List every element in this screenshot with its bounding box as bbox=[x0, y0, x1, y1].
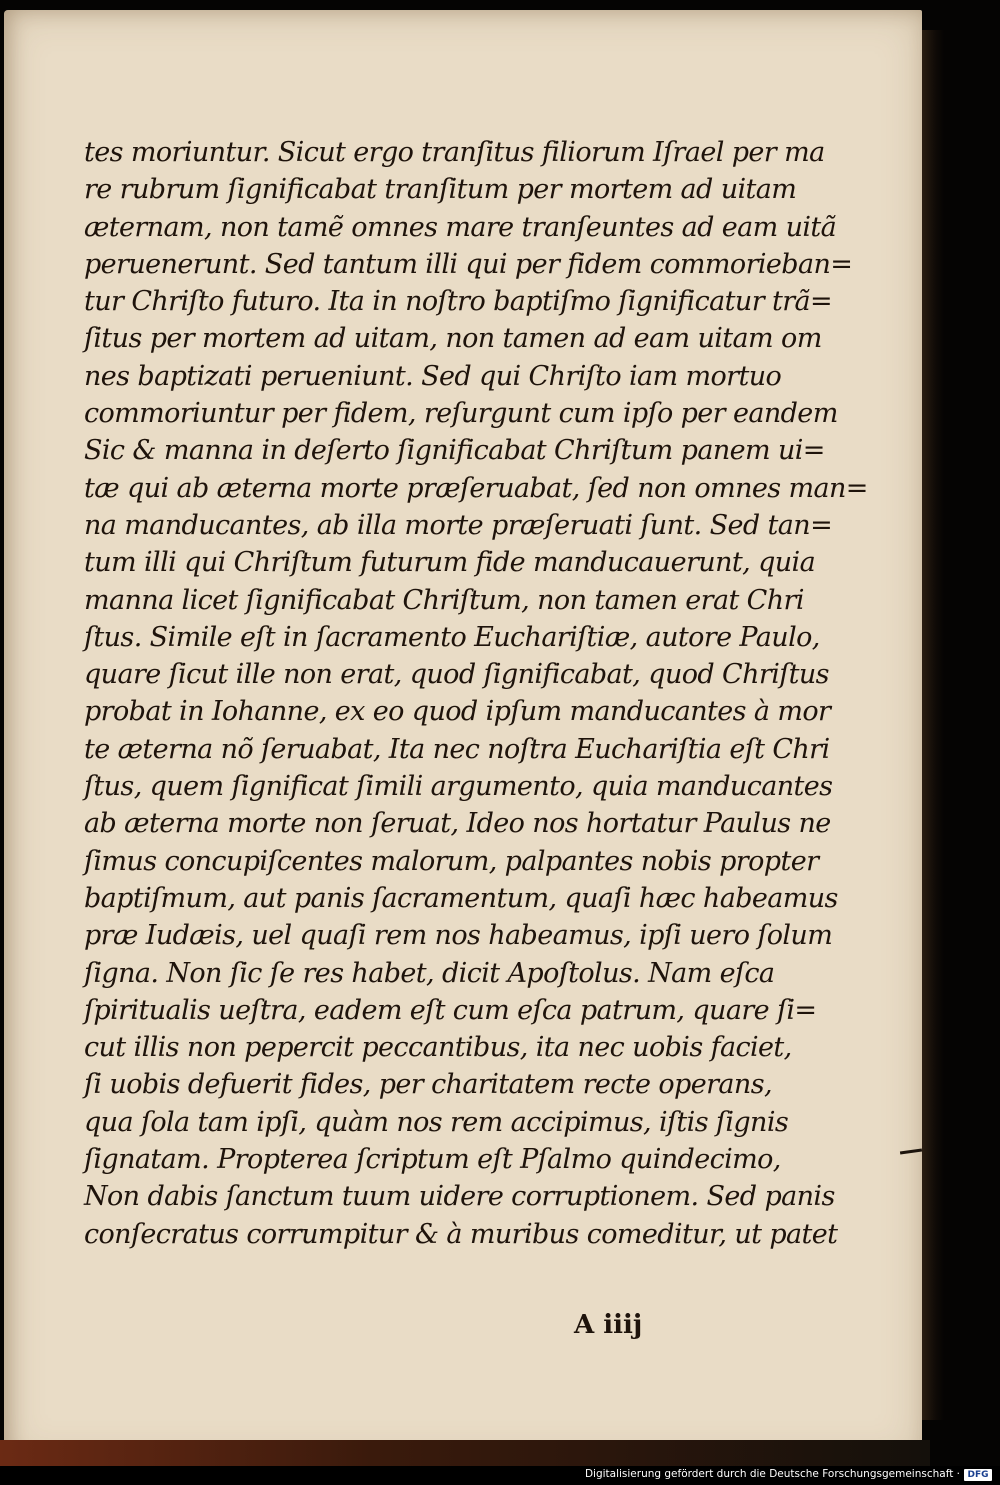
text-line: quare ſicut ille non erat, quod ſignificabat, quod Chriſtus bbox=[84, 659, 829, 691]
text-line: re rubrum ſignificabat tranſitum per mortem ad uitam bbox=[84, 174, 797, 206]
text-line: tes moriuntur. Sicut ergo tranſitus filiorum Iſrael per ma bbox=[84, 137, 825, 168]
text-line: ſi uobis defuerit fides, per charitatem recte operans, bbox=[84, 1069, 772, 1101]
text-line: tæ qui ab æterna morte præſeruabat, ſed non omnes man= bbox=[84, 472, 868, 504]
text-line: ſitus per mortem ad uitam, non tamen ad eam uitam om bbox=[84, 323, 822, 355]
text-line: præ Iudæis, uel quaſi rem nos habeamus, ipſi uero ſolum bbox=[84, 920, 833, 952]
text-line: ſigna. Non ſic ſe res habet, dicit Apoſtolus. Nam eſca bbox=[84, 957, 775, 989]
text-line: Non dabis ſanctum tuum uidere corruptionem. Sed panis bbox=[84, 1181, 835, 1213]
text-line: tur Chriſto futuro. Ita in noſtro baptiſmo ſignificatur trã= bbox=[84, 286, 833, 318]
text-line: na manducantes, ab illa morte præſeruati ſunt. Sed tan= bbox=[84, 509, 833, 541]
page-edge-shadow bbox=[922, 30, 944, 1420]
text-line: probat in Iohanne, ex eo quod ipſum manducantes à mor bbox=[84, 696, 831, 728]
text-line: te æterna nõ ſeruabat, Ita nec noſtra Euchariſtia eſt Chri bbox=[84, 733, 830, 765]
text-line: commoriuntur per fidem, reſurgunt cum ipſo per eandem bbox=[84, 398, 838, 430]
text-line: peruenerunt. Sed tantum illi qui per fidem commorieban= bbox=[84, 248, 853, 280]
text-line: baptiſmum, aut panis ſacramentum, quaſi hæc habeamus bbox=[84, 882, 838, 914]
text-line: ab æterna morte non ſeruat, Ideo nos hortatur Paulus ne bbox=[84, 808, 831, 840]
signature-mark: A iiij bbox=[574, 1310, 643, 1340]
text-line: manna licet ſignificabat Chriſtum, non tamen erat Chri bbox=[84, 584, 804, 616]
text-line: ſimus concupiſcentes malorum, palpantes nobis propter bbox=[84, 845, 819, 877]
text-line: qua ſola tam ipſi, quàm nos rem accipimus, iſtis ſignis bbox=[84, 1106, 789, 1138]
funding-credit: Digitalisierung gefördert durch die Deutsche Forschungsgemeinschaft · bbox=[584, 1468, 960, 1480]
text-line: Sic & manna in deſerto ſignificabat Chriſtum panem ui= bbox=[84, 435, 825, 467]
text-line: tum illi qui Chriſtum futurum fide manducauerunt, quia bbox=[84, 547, 816, 579]
scanned-page bbox=[4, 10, 922, 1462]
footer-bar bbox=[0, 1466, 1000, 1485]
dfg-logo-icon: DFG bbox=[964, 1469, 992, 1481]
text-line: ſignatam. Propterea ſcriptum eſt Pſalmo quindecimo, bbox=[84, 1144, 781, 1176]
text-line: cut illis non pepercit peccantibus, ita nec uobis faciet, bbox=[84, 1032, 792, 1064]
text-line: ſtus. Simile eſt in ſacramento Euchariſtiæ, autore Paulo, bbox=[84, 621, 820, 653]
text-line: æternam, non tamẽ omnes mare tranſeuntes ad eam uitã bbox=[84, 211, 837, 243]
page-bottom-edge bbox=[0, 1440, 930, 1466]
text-line: ſpiritualis ueſtra, eadem eſt cum eſca patrum, quare ſi= bbox=[84, 994, 817, 1026]
page-text-block bbox=[84, 134, 868, 1253]
text-line: conſecratus corrumpitur & à muribus comeditur, ut patet bbox=[84, 1218, 838, 1250]
text-line: nes baptizati perueniunt. Sed qui Chriſto iam mortuo bbox=[84, 360, 782, 392]
text-line: ſtus, quem ſignificat ſimili argumento, quia manducantes bbox=[84, 771, 833, 803]
